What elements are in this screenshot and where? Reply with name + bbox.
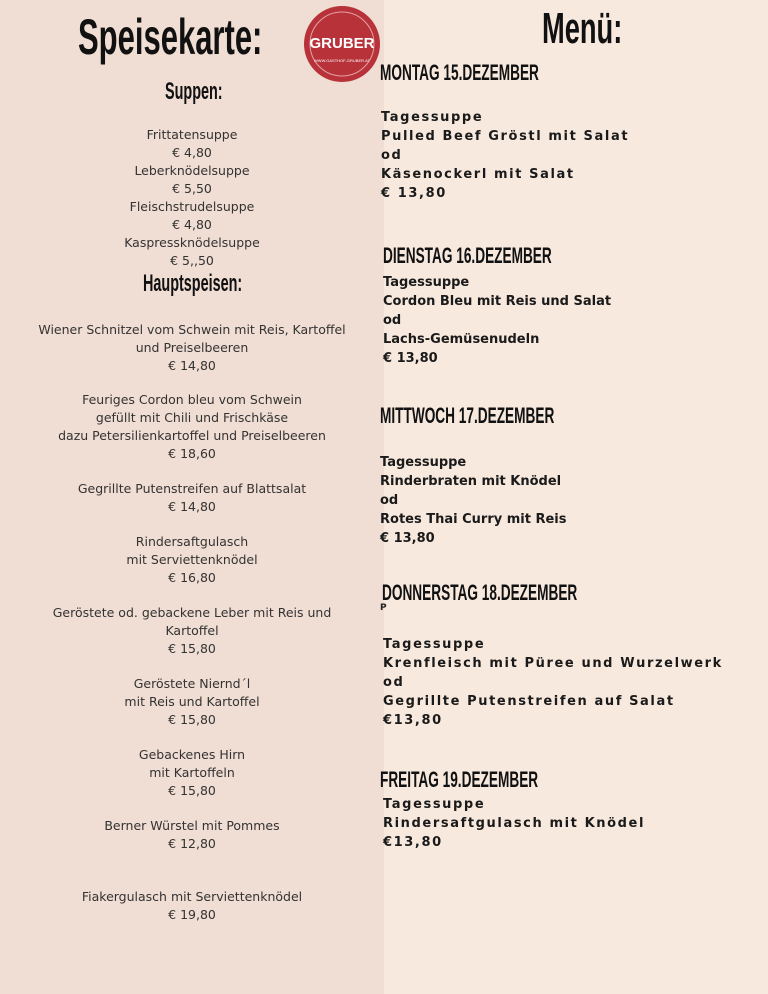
menu-line: Rindersaftgulasch mit Knödel [383, 816, 646, 831]
dish-line: mit Reis und Kartoffel [124, 694, 260, 709]
main-dish [0, 817, 384, 853]
dish-price: € 15,80 [168, 712, 216, 727]
dish-line: Gebackenes Hirn [138, 747, 246, 762]
menu-line: Tagessuppe [383, 797, 486, 812]
soup-price: € 5,,50 [170, 253, 214, 268]
day-heading-friday: FREITAG 19.DEZEMBER [380, 767, 539, 792]
soup-name: Kaspressknödelsuppe [124, 235, 260, 250]
main-dish [0, 746, 384, 800]
menu-line: Gegrillte Putenstreifen auf Salat [383, 694, 675, 709]
day-heading-thursday: DONNERSTAG 18.DEZEMBER [382, 580, 578, 605]
dish-price: € 15,80 [168, 641, 216, 656]
menu-line: Lachs-Gemüsenudeln [383, 332, 540, 347]
dish-line: Gegrillte Putenstreifen auf Blattsalat [77, 481, 307, 496]
day-menu-wednesday [380, 453, 567, 548]
dish-line: Berner Würstel mit Pommes [104, 818, 280, 833]
dish-line: Feuriges Cordon bleu vom Schwein [82, 392, 302, 407]
menu-price: € 13,80 [380, 531, 435, 546]
menu-line: Rotes Thai Curry mit Reis [380, 512, 567, 527]
dish-line: Wiener Schnitzel vom Schwein mit Reis, Kartoffel [38, 322, 346, 337]
gruber-logo [300, 4, 384, 84]
speisekarte-title: Speisekarte: [78, 9, 263, 65]
dish-line: Geröstete Niernd´l [133, 676, 251, 691]
menu-line: Pulled Beef Gröstl mit Salat [381, 129, 630, 144]
dish-price: € 18,60 [168, 446, 216, 461]
dish-price: € 16,80 [168, 570, 216, 585]
main-dish [0, 391, 384, 463]
dish-line: und Preiselbeeren [135, 340, 249, 355]
dish-line: Fiakergulasch mit Serviettenknödel [81, 889, 303, 904]
menu-line: od [381, 148, 403, 163]
dish-line: mit Kartoffeln [149, 765, 235, 780]
soup-price: € 5,50 [172, 181, 212, 196]
menu-price: € 13,80 [383, 351, 438, 366]
dish-line: Geröstete od. gebackene Leber mit Reis und [52, 605, 332, 620]
dish-price: € 14,80 [168, 499, 216, 514]
dish-price: € 15,80 [168, 783, 216, 798]
day-menu-tuesday [383, 273, 611, 368]
dish-line: Kartoffel [165, 623, 219, 638]
soup-price: € 4,80 [172, 217, 212, 232]
dish-line: Rindersaftgulasch [135, 534, 249, 549]
main-dish [0, 675, 384, 729]
main-dish [0, 533, 384, 587]
dish-line: gefüllt mit Chili und Frischkäse [95, 410, 289, 425]
day-heading-tuesday: DIENSTAG 16.DEZEMBER [383, 243, 552, 268]
dish-price: € 14,80 [168, 358, 216, 373]
dish-price: € 19,80 [168, 907, 216, 922]
soups-list [0, 126, 384, 270]
main-dish [0, 888, 384, 924]
logo-text: GRUBER [309, 35, 375, 52]
soup-name: Leberknödelsuppe [134, 163, 250, 178]
menu-line: Tagessuppe [383, 637, 486, 652]
day-heading-wednesday: MITTWOCH 17.DEZEMBER [380, 403, 555, 428]
logo-url: WWW.GASTHOF-GRUBER.AT [314, 58, 370, 63]
day-menu-friday [383, 795, 645, 852]
mains-heading: Hauptspeisen: [143, 270, 243, 297]
soup-name: Frittatensuppe [146, 127, 238, 142]
day-heading-monday: MONTAG 15.DEZEMBER [380, 60, 539, 85]
day-menu-thursday [383, 635, 723, 730]
menu-line: Tagessuppe [383, 275, 470, 290]
menu-line: Käsenockerl mit Salat [381, 167, 575, 182]
thursday-note: P [380, 603, 387, 613]
day-menu-monday [381, 108, 629, 203]
menu-line: od [383, 675, 405, 690]
menu-line: Cordon Bleu mit Reis und Salat [383, 294, 612, 309]
menu-line: od [380, 493, 399, 508]
soup-name: Fleischstrudelsuppe [129, 199, 255, 214]
menu-line: Tagessuppe [380, 455, 467, 470]
menu-price: €13,80 [383, 713, 443, 728]
menu-title: Menü: [542, 4, 623, 53]
dish-price: € 12,80 [168, 836, 216, 851]
main-dish [0, 321, 384, 375]
dish-line: dazu Petersilienkartoffel und Preiselbeeren [58, 428, 326, 443]
soup-price: € 4,80 [172, 145, 212, 160]
menu-line: od [383, 313, 402, 328]
menu-price: €13,80 [383, 835, 443, 850]
menu-price: € 13,80 [381, 186, 447, 201]
main-dish [0, 480, 384, 516]
menu-line: Rinderbraten mit Knödel [380, 474, 562, 489]
menu-line: Krenfleisch mit Püree und Wurzelwerk [383, 656, 723, 671]
dish-line: mit Serviettenknödel [126, 552, 258, 567]
soups-heading: Suppen: [165, 78, 223, 105]
menu-line: Tagessuppe [381, 110, 484, 125]
main-dish [0, 604, 384, 658]
